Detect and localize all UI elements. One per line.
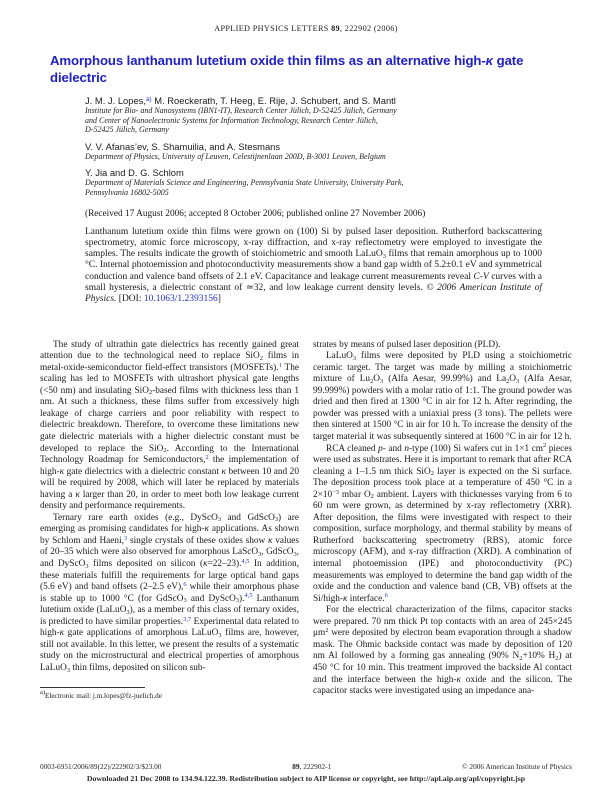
inline-link[interactable]: 4,5 — [244, 592, 253, 600]
copyright-notice: © 2006 American Institute of Physics — [462, 762, 572, 771]
inline-link[interactable]: 1 — [278, 361, 282, 369]
author-group — [85, 141, 572, 162]
paragraph: Ternary rare earth oxides (e.g., DyScO$_3$ and GdScO$_3$) are emerging as promising candidates for high-κ applications. As shown by Schlom and Haeni,$^3$ single crystals of these oxides show κ values of 20–35 which were also observed for amorphous LaScO$_3$, GdScO$_3$, and DyScO$_3$ films deposited on silicon (κ=22–23).$^{4,5}$ In addition, these materials fulfill the requirements for large optical band gaps (5.6 eV) and band offsets (2–2.5 eV),$^6$ while their amorphous phase is stable up to 1000 °C (for GdScO$_3$ and DyScO$_3$).$^{4,5}$ Lanthanum lutetium oxide (LaLuO$_3$), as a member of this class of ternary oxides, is predicted to have similar properties.$^{3,7}$ Experimental data related to high-κ gate applications of amorphous LaLuO$_3$ films are, however, still not available. In this letter, we present the results of a systematic study on the microstructural and electrical properties of amorphous LaLuO$_3$ thin films, deposited on silicon sub- — [40, 512, 300, 674]
inline-link[interactable]: 3 — [124, 534, 128, 542]
affiliation-line: Institute for Bio- and Nanosystems (IBN1-IT), Research Center Jülich, D-52425 Jülich, Germany — [85, 106, 397, 115]
author-block — [85, 95, 572, 198]
author-names: J. M. J. Lopes,$^{a)}$ M. Roeckerath, T. Heeg, E. Rije, J. Schubert, and S. Mantl — [85, 95, 396, 106]
footnote-rule — [40, 687, 145, 688]
affiliation-line: Pennsylvania 16802-5005 — [85, 187, 169, 197]
column-right — [313, 340, 572, 702]
column-left — [40, 340, 299, 702]
footnote-block — [40, 687, 299, 703]
paragraph: RCA cleaned p- and n-type (100) Si wafers cut in 1×1 $cm^2$ pieces were used as substrates. Here it is important to remark that after RCA cleaning a 1–1.5 nm thick SiO$_2$ layer is expected on the Si surface. The deposition process took place at a temperature of 450 °C in a $2\times 10^{-3}$ mbar $O_2$ ambient. Layers with thicknesses varying from 6 to 60 nm were grown, as determined by x-ray reflectometry (XRR). After deposition, the films were investigated with respect to their composition, surface morphology, and thermal stability by means of Rutherford backscattering spectrometry (RBS), atomic force microscopy (AFM), and x-ray diffraction (XRD). A combination of internal photoemission (IPE) and photoconductivity (PC) measurements was employed to determine the band gap width of the oxide and the conduction and valence band (CB, VB) offsets at the Si/high-κ interface.$^6$ — [313, 442, 573, 604]
paragraph: The study of ultrathin gate dielectrics has recently gained great attention due to the technological need to replace SiO$_2$ films in metal-oxide-semiconductor field-effect transistors (MOSFETs).$^1$ The scaling has led to MOSFETs with ultrashort physical gate lengths (<50 nm) and insulating SiO$_2$-based films with thickness less than 1 nm. At such a thickness, these films suffer from excessively high leakage of charge carriers and poor reliability with respect to dielectric breakdown. Therefore, to overcome these limitations new gate dielectric materials with a higher dielectric constant must be developed to replace the SiO$_2$. According to the International Technology Roadmap for Semiconductors,$^2$ the implementation of high-κ gate dielectrics with a dielectric constant κ between 10 and 20 will be required by 2008, which will later be replaced by materials having a κ larger than 20, in order to meet both low leakage current density and performance requirements. — [40, 339, 300, 512]
download-notice: Downloaded 21 Dec 2008 to 134.94.122.39. Redistribution subject to AIP license or copyright, see http://apl.aip.org/apl/copyright.jsp — [86, 774, 526, 783]
inline-link[interactable]: 4,5 — [241, 557, 250, 565]
body-columns — [40, 340, 572, 702]
footer-row — [40, 762, 572, 771]
paragraph: strates by means of pulsed laser deposition (PLD). — [313, 339, 501, 350]
inline-link[interactable]: 3,7 — [183, 615, 192, 623]
author-names: V. V. Afanas’ev, S. Shamuilia, and A. Stesmans — [85, 140, 281, 152]
author-names: Y. Jia and D. G. Schlom — [85, 167, 184, 179]
author-group — [85, 167, 572, 197]
page-number: 89, 222902-1 — [292, 762, 332, 771]
page-title: Amorphous lanthanum lutetium oxide thin films as an alternative high-κ gate dielectric — [50, 53, 524, 85]
inline-link[interactable]: a) — [145, 95, 152, 103]
author-group — [85, 95, 572, 135]
affiliation-line: D-52425 Jülich, Germany — [85, 125, 169, 135]
affiliation-line: and Center of Nanoelectronic Systems for Information Technology, Research Center Jülich, — [85, 115, 378, 125]
affiliation-line: Department of Physics, University of Leuven, Celestijnenlaan 200D, B-3001 Leuven, Belgium — [85, 151, 386, 161]
abstract-text: Lanthanum lutetium oxide thin films were grown on (100) Si by pulsed laser deposition. Rutherford backscattering spectrometry, atomic force microscopy, x-ray diffraction, and x-ray reflectometry were employed to investigate the samples. The results indicate the growth of stoichiometric and smooth LaLuO$_3$ films that remain amorphous up to 1000 °C. Internal photoemission and photoconductivity measurements show a band gap width of 5.2±0.1 eV and symmetrical conduction and valence band offsets of 2.1 eV. Capacitance and leakage current measurements reveal C-V curves with a small hysteresis, a dielectric constant of ≃32, and low leakage current density levels. © 2006 American Institute of Physics. [DOI: 10.1063/1.2393156] — [85, 226, 543, 305]
inline-link[interactable]: 6 — [384, 592, 388, 600]
issn-fee-code: 0003-6951/2006/89(22)/222902/3/$23.00 — [40, 762, 162, 771]
paragraph: LaLuO$_3$ films were deposited by PLD using a stoichiometric ceramic target. The target was made by milling a stoichiometric mixture of $Lu_2O_3$ (Alfa Aesar, 99.99%) and $La_2O_3$ (Alfa Aesar, 99.999%) powders with a molar ratio of 1:1. The ground powder was dried and then fired at 1300 °C in air for 12 h. After regrinding, the powder was pressed with a uniaxial press (3 tons). The pellets were then sintered at 1500 °C in air for 10 h. To increase the density of the target material it was subsequently sintered at 1600 °C in air for 12 h. — [313, 351, 573, 443]
footnote-email: $^{a)}$Electronic mail: j.m.lopes@fz-juelich.de — [40, 689, 162, 700]
received-line: (Received 17 August 2006; accepted 8 October 2006; published online 27 November 2006) — [85, 208, 426, 219]
inline-link[interactable]: 2 — [205, 453, 209, 461]
inline-link[interactable]: 6 — [183, 580, 187, 588]
affiliation-line: Department of Materials Science and Engineering, Pennsylvania State University, University Park, — [85, 178, 404, 188]
journal-header: APPLIED PHYSICS LETTERS 89, 222902 (2006) — [214, 24, 398, 33]
page-footer — [40, 762, 572, 783]
paragraph: For the electrical characterization of the films, capacitor stacks were prepared. 70 nm thick Pt top contacts with an area of 245×245 $\mu m^2$ were deposited by electron beam evaporation through a shadow mask. The Ohmic backside contact was made by deposition of 120 nm Al followed by a forming gas annealing (90% $N_2+10\%$ $H_2$) at 450 °C for 10 min. This treatment improved the backside Al contact and the interface between the high-κ oxide and the silicon. The capacitor stacks were investigated using an impedance ana- — [313, 605, 572, 697]
inline-link[interactable]: 10.1063/1.2393156 — [143, 294, 218, 305]
